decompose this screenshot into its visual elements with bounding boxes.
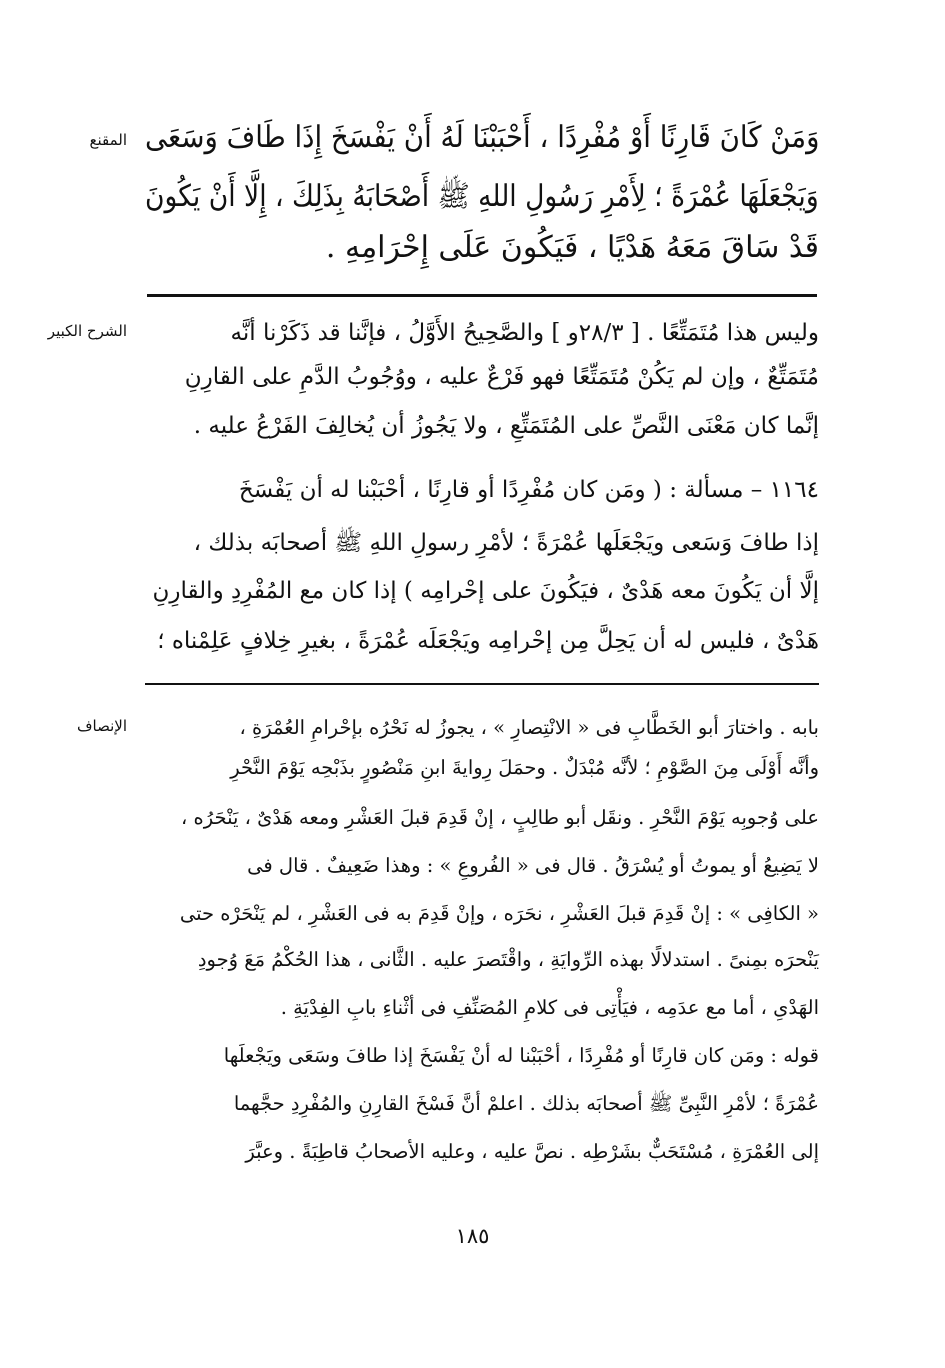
sharh-line: وليس هذا مُتَمَتِّعًا . [ ٢٨/٣و ] والصَّحِيحُ الأَوَّلُ ، فإنَّنا قد ذَكَرْنا أنَّه — [230, 320, 819, 346]
insaf-line: عُمْرَةً ؛ لأمْرِ النَّبِىِّ ﷺ أصحابَه بذلك . اعلمْ أنَّ فَسْخَ القارِنِ والمُفْرِدِ حجَّهما — [233, 1092, 819, 1115]
insaf-line: قوله : ومَن كان قارِنًا أو مُفْرِدًا ، أحْبَبْنا له أنْ يَفْسَخَ إذا طافَ وسَعَى ويَجْعلَها — [223, 1044, 819, 1067]
insaf-line: الهَدْىِ ، أما مع عدَمِه ، فيَأْتِى فى كلامِ المُصَنِّفِ فى أثْناءِ بابِ الفِدْيَةِ . — [280, 996, 819, 1019]
section-divider-thick — [147, 294, 817, 297]
sharh-line: إلَّا أن يَكُونَ معه هَدْىٌ ، فيَكُونَ على إحْرامِه ) إذا كان مع المُفْرِدِ والقارِنِ — [152, 578, 819, 604]
insaf-line: إلى العُمْرَةِ ، مُسْتَحَبٌّ بشَرْطِه . نصَّ عليه ، وعليه الأصحابُ قاطِبَةً . وعبَّرَ — [245, 1140, 819, 1163]
sharh-line: هَدْىٌ ، فليس له أن يَحِلَّ مِن إحْرامِه ويَجْعَلَه عُمْرَةً ، بغيرِ خِلافٍ عَلِمْناه ؛ — [157, 628, 819, 654]
page-number: ١٨٥ — [455, 1224, 490, 1248]
insaf-label: الإنصاف — [76, 717, 127, 735]
insaf-line: يَنْحرَه بمِنىً . استدلالًا بهذه الرِّوايَةِ ، واقْتَصرَ عليه . الثَّانى ، هذا الحُكْمُ مَعَ وُجودِ — [197, 948, 819, 971]
insaf-line: على وُجوبِه يَوْمَ النَّحْرِ . ونقَل أبو طالِبٍ ، إنْ قَدِمَ قبلَ العَشْرِ ومعه هَدْىٌ ، يَنْحَرُه ، — [181, 806, 819, 829]
insaf-line: وأنَّه أَوْلَى مِنَ الصَّوْمِ ؛ لأنَّه مُبْدَلٌ . وحمَلَ رِوايةَ ابنِ مَنْصُورٍ بذَبْحِه يَوْمَ النَّحْرِ — [230, 756, 819, 779]
sharh-line: مُتَمَتِّعٌ ، وإن لم يَكُنْ مُتَمَتِّعًا فهو فَرْعٌ عليه ، ووُجُوبُ الدَّمِ على القارِنِ — [184, 364, 819, 390]
muqni-line: وَيَجْعَلَهَا عُمْرَةً ؛ لِأَمْرِ رَسُولِ اللهِ ﷺ أَصْحَابَهُ بِذَلِكَ ، إِلَّا أَنْ يَكُونَ — [145, 179, 819, 214]
sharh-line: إذا طافَ وَسَعى ويَجْعَلَها عُمْرَةً ؛ لأمْرِ رسولِ اللهِ ﷺ أصحابَه بذلك ، — [193, 530, 819, 556]
muqni-line: قَدْ سَاقَ مَعَهُ هَدْيًا ، فَيَكُونَ عَلَى إِحْرَامِهِ . — [325, 230, 819, 265]
sharh-line: ١١٦٤ – مسألة : ( ومَن كان مُفْرِدًا أو قارِنًا ، أحْبَبْنا له أن يَفْسَخَ — [238, 477, 819, 503]
section-divider-thin — [145, 683, 819, 685]
insaf-line: لا يَضِيعُ أو يموتُ أو يُسْرَقُ . قال فى « الفُروعِ » : وهذا ضَعِيفٌ . قال فى — [247, 854, 819, 877]
insaf-line: « الكافِى » : إنْ قَدِمَ قبلَ العَشْرِ ، نحَرَه ، وإنْ قَدِمَ به فى العَشْرِ ، لم يَنْحَرْه حتى — [179, 902, 819, 925]
muqni-label: المقنع — [89, 131, 127, 149]
insaf-line: بابه . واختارَ أبو الخَطَّابِ فى « الانْتِصارِ » ، يجوزُ له نَحْرُه بإحْرامِ العُمْرَةِ ، — [239, 716, 819, 739]
sharh-line: إنَّما كان مَعْنَى النَّصِّ على المُتَمَتِّعِ ، ولا يَجُوزُ أن يُخالِفَ الفَرْعُ عليه . — [193, 413, 819, 439]
muqni-line: وَمَنْ كَانَ قَارِنًا أَوْ مُفْرِدًا ، أَحْبَبْنَا لَهُ أَنْ يَفْسَخَ إِذَا طَافَ وَسَعَى — [144, 120, 819, 155]
sharh-label: الشرح الكبير — [47, 322, 127, 340]
